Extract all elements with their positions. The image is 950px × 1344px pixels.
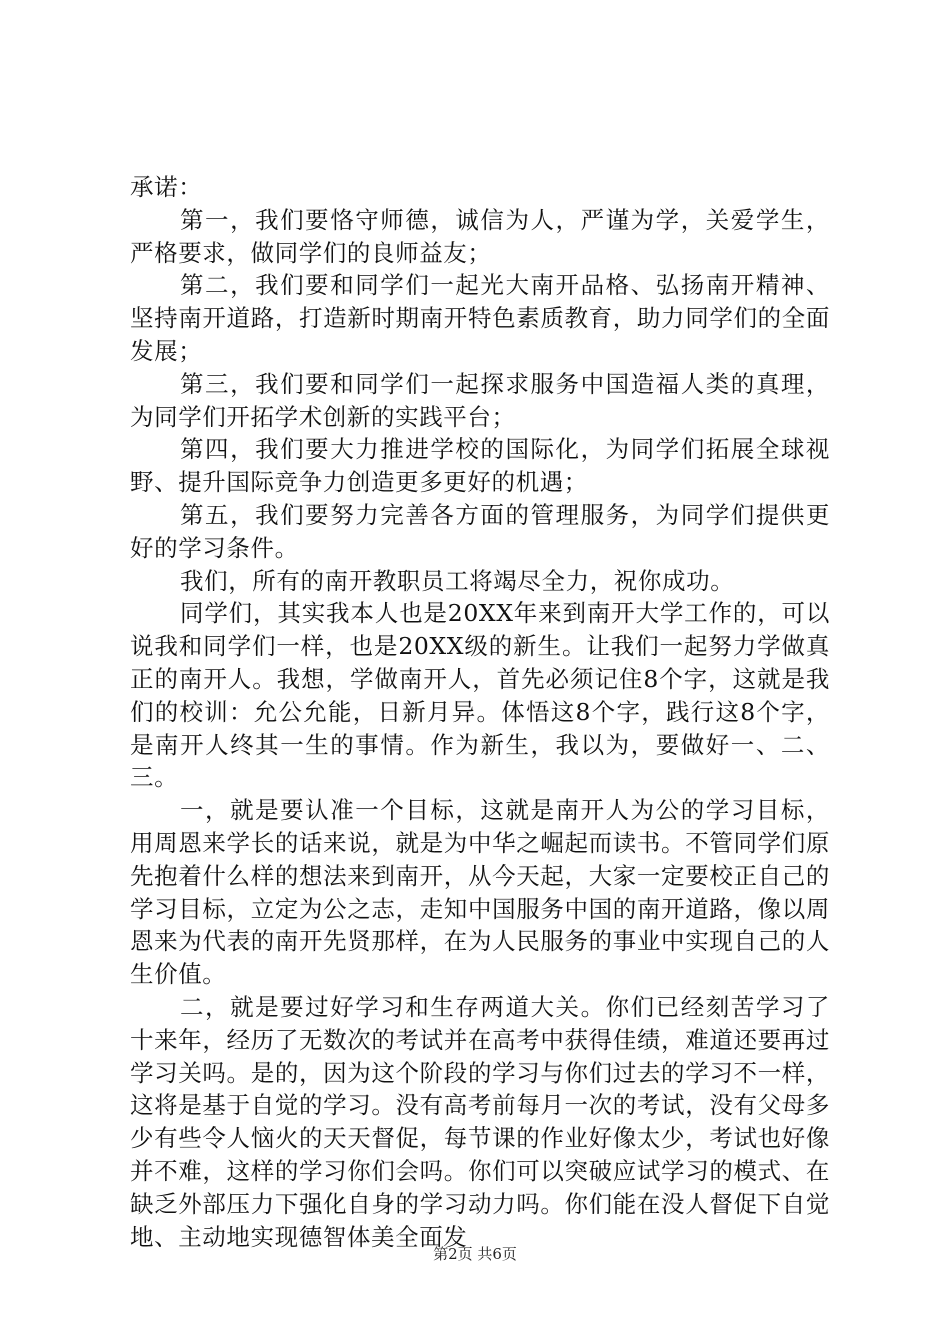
paragraph: 承诺： [130,173,203,201]
document-body [130,171,830,1253]
paragraph: 我们，所有的南开教职员工将竭尽全力，祝你成功。 [180,566,735,595]
paragraph: 第三，我们要和同学们一起探求服务中国造福人类的真理，为同学们开拓学术创新的实践平台； [130,369,830,431]
paragraph: 第四，我们要大力推进学校的国际化，为同学们拓展全球视野、提升国际竞争力创造更多更好的机遇； [130,435,830,497]
paragraph: 一，就是要认准一个目标，这就是南开人为公的学习目标，用周恩来学长的话来说，就是为中华之崛起而读书。不管同学们原先抱着什么样的想法来到南开，从今天起，大家一定要校正自己的学习目标，立定为公之志，走知中国服务中国的南开道路，像以周恩来为代表的南开先贤那样，在为人民服务的事业中实现自己的人生价值。 [130,796,830,989]
paragraph: 二，就是要过好学习和生存两道大关。你们已经刻苦学习了十来年，经历了无数次的考试并在高考中获得佳绩，难道还要再过学习关吗。是的，因为这个阶段的学习与你们过去的学习不一样，这将是基于自觉的学习。没有高考前每月一次的考试，没有父母多少有些令人恼火的天天督促，每节课的作业好像太少，考试也好像并不难，这样的学习你们会吗。你们可以突破应试学习的模式、在缺乏外部压力下强化自身的学习动力吗。你们能在没人督促下自觉地、主动地实现德智体美全面发 [130,992,830,1251]
page-footer: 第2页 共6页 [433,1245,517,1263]
paragraph: 第一，我们要恪守师德，诚信为人，严谨为学，关爱学生，严格要求，做同学们的良师益友； [130,205,830,267]
paragraph: 第五，我们要努力完善各方面的管理服务，为同学们提供更好的学习条件。 [130,500,830,562]
paragraph: 同学们，其实我本人也是20XX年来到南开大学工作的，可以说我和同学们一样，也是20XX级的新生。让我们一起努力学做真正的南开人。我想，学做南开人，首先必须记住8个字，这就是我们的校训：允公允能，日新月异。体悟这8个字，践行这8个字，是南开人终其一生的事情。作为新生，我以为，要做好一、二、三。 [130,599,830,792]
paragraph: 第二，我们要和同学们一起光大南开品格、弘扬南开精神、坚持南开道路，打造新时期南开特色素质教育，助力同学们的全面发展； [130,271,830,365]
